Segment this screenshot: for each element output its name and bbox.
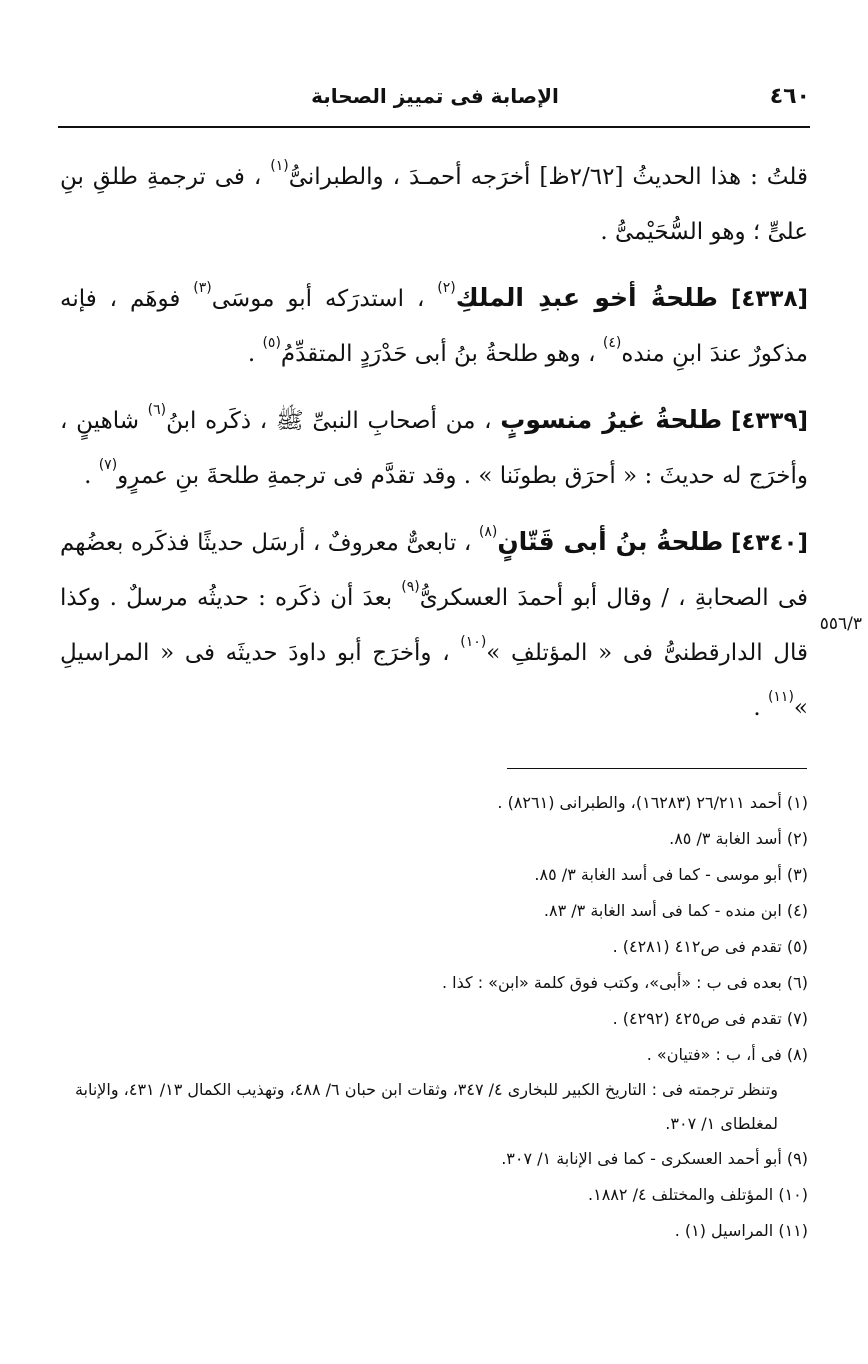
paragraph-text: ، تابعىٌّ معروفٌ ، أرسَل حديثًا فذكَره بعضُهم فى الصحابةِ ، / وقال أبو أحمدَ العسكرىُّ bbox=[60, 530, 809, 611]
footnote-ref: (٤) bbox=[602, 335, 622, 351]
footnote-ref: (٦) bbox=[147, 402, 167, 418]
paragraph-text: فوهَم ، فإنه مذكورٌ عندَ ابنِ منده bbox=[60, 286, 808, 367]
paragraph-text: شاهينٍ ، وأخرَج له حديثَ : « أحرَق بطونَنا » . وقد تقدَّم فى ترجمةِ طلحةَ بنِ عمرٍو bbox=[60, 408, 808, 489]
entry-number: [٤٣٣٨] bbox=[730, 286, 808, 312]
paragraph-text: قلتُ : هذا الحديثُ [٢/٦٢ظ] أخرَجه أحمـدَ ، والطبرانىُّ bbox=[288, 164, 808, 190]
entry-name: طلحةُ بنُ أبى قَتّانٍ bbox=[497, 527, 724, 556]
footnote: (٧) تقدم فى ص٤٢٥ (٤٢٩٢) . bbox=[612, 1009, 808, 1028]
footnote: (٥) تقدم فى ص٤١٢ (٤٢٨١) . bbox=[612, 937, 808, 956]
paragraph-text: ، فى ترجمةِ طلقِ بنِ علىٍّ ؛ وهو السُّحَيْمىُّ . bbox=[60, 164, 808, 245]
footnote-ref: (٥) bbox=[262, 335, 281, 351]
footnote-ref: (٩) bbox=[401, 579, 420, 595]
entry-name: طلحةُ غيرُ منسوبٍ bbox=[500, 405, 723, 434]
footnote: (٣) أبو موسى - كما فى أسد الغابة ٣/ ٨٥. bbox=[534, 865, 808, 884]
margin-note: ٥٥٦/٣ bbox=[819, 614, 862, 634]
header-rule bbox=[58, 126, 810, 128]
paragraph-text: ، استدرَكه أبو موسَى bbox=[211, 286, 438, 312]
footnotes bbox=[60, 785, 808, 1249]
paragraph-text: ، من أصحابِ النبىِّ ﷺ ، ذكَره ابنُ bbox=[166, 408, 501, 434]
footnote-ref: (١) bbox=[270, 158, 289, 174]
paragraph-intro bbox=[60, 150, 808, 260]
footnote-ref: (٣) bbox=[193, 280, 212, 296]
footnote: (٩) أبو أحمد العسكرى - كما فى الإنابة ١/ ٣٠٧. bbox=[501, 1149, 808, 1168]
footnote: (٦) بعده فى ب : «أبى»، وكتب فوق كلمة «ابن» : كذا . bbox=[441, 973, 808, 992]
page-number: ٤٦٠ bbox=[769, 84, 810, 109]
footnote: (٤) ابن منده - كما فى أسد الغابة ٣/ ٨٣. bbox=[543, 901, 808, 920]
entry-number: [٤٣٣٩] bbox=[730, 408, 809, 434]
footnote-ref: (٧) bbox=[98, 457, 118, 473]
paragraph-text: ، وأخرَج أبو داودَ حديثَه فى « المراسيلِ » bbox=[60, 640, 808, 721]
main-text bbox=[60, 150, 808, 746]
entry-4339 bbox=[60, 392, 808, 504]
entry-4338 bbox=[60, 270, 808, 382]
footnote-ref: (١١) bbox=[767, 689, 794, 705]
paragraph-text: . bbox=[84, 463, 99, 489]
footnote-continuation: وتنظر ترجمته فى : التاريخ الكبير للبخارى ٤/ ٣٤٧، وثقات ابن حبان ٦/ ٤٨٨، وتهذيب الكمال ١٣/ ٤٣١، والإنابة لمغلطاى ١/ ٣٠٧. bbox=[74, 1080, 778, 1133]
footnote: (١١) المراسيل (١) . bbox=[674, 1221, 808, 1240]
footnote: (١٠) المؤتلف والمختلف ٤/ ١٨٨٢. bbox=[588, 1185, 808, 1204]
paragraph-text: . bbox=[247, 341, 263, 367]
footnote-ref: (١٠) bbox=[460, 634, 487, 650]
footnote-rule bbox=[507, 768, 807, 769]
paragraph-text: بعدَ أن ذكَره : حديثُه مرسلٌ . وكذا قال الدارقطنىُّ فى « المؤتلفِ » bbox=[60, 585, 808, 666]
paragraph-text: . bbox=[753, 695, 768, 721]
footnote-ref: (٨) bbox=[478, 524, 498, 540]
footnote: (٢) أسد الغابة ٣/ ٨٥. bbox=[669, 829, 808, 848]
book-title: الإصابة فى تمييز الصحابة bbox=[311, 84, 559, 108]
entry-number: [٤٣٤٠] bbox=[730, 530, 809, 556]
running-header bbox=[60, 84, 810, 114]
footnote: (٨) فى أ، ب : «فتيان» . bbox=[646, 1045, 808, 1064]
paragraph-text: ، وهو طلحةُ بنُ أبى حَدْرَدٍ المتقدِّمُ bbox=[280, 341, 603, 367]
footnote-ref: (٢) bbox=[437, 280, 456, 296]
entry-4340 bbox=[60, 514, 808, 736]
footnote: (١) أحمد ٢٦/٢١١ (١٦٢٨٣)، والطبرانى (٨٢٦١) . bbox=[497, 793, 808, 812]
entry-name: طلحةُ أخو عبدِ الملكِ bbox=[455, 283, 718, 312]
